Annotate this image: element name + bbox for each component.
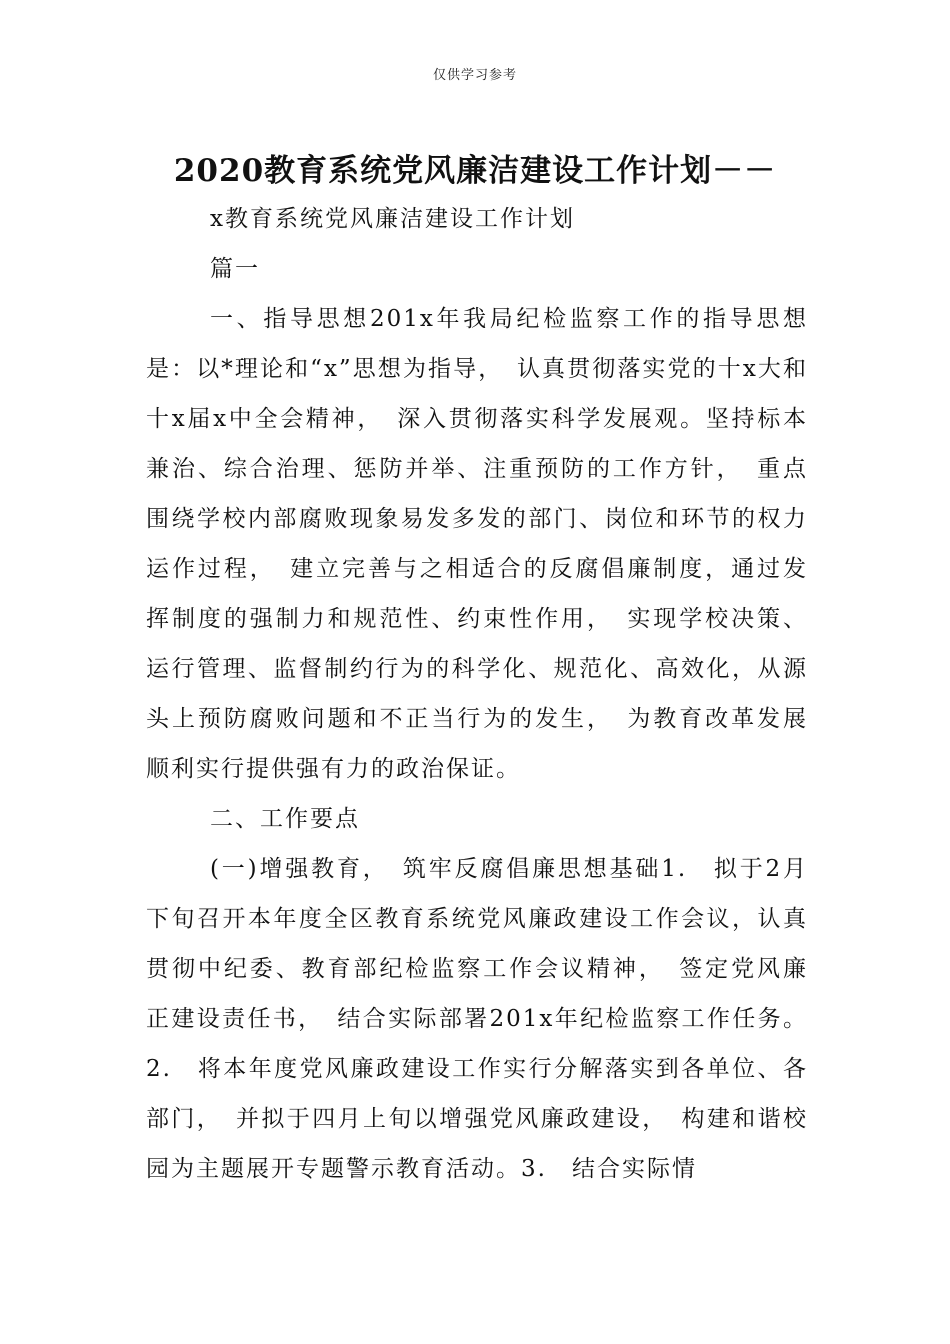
document-body [146, 194, 808, 1194]
paragraph-section-label: 篇一 [210, 256, 260, 282]
header-note: 仅供学习参考 [432, 68, 517, 83]
paragraph-strengthen-education: (一)增强教育， 筑牢反腐倡廉思想基础1. 拟于2月下旬召开本年度全区教育系统党风廉政建设工作会议，认真贯彻中纪委、教育部纪检监察工作会议精神， 签定党风廉正建设责任书， 结合实际部署201x年纪检监察工作任务。2. 将本年度党风廉政建设工作实行分解落实到各单位、各部门， 并拟于四月上旬以增强党风廉政建设， 构建和谐校园为主题展开专题警示教育活动。3. 结合实际情 [146, 856, 808, 1182]
paragraph-guiding-ideology: 一、指导思想201x年我局纪检监察工作的指导思想是：以*理论和“x”思想为指导， 认真贯彻落实党的十x大和十x届x中全会精神， 深入贯彻落实科学发展观。坚持标本兼治、综合治理、惩防并举、注重预防的工作方针， 重点围绕学校内部腐败现象易发多发的部门、岗位和环节的权力运作过程， 建立完善与之相适合的反腐倡廉制度，通过发挥制度的强制力和规范性、约束性作用， 实现学校决策、运行管理、监督制约行为的科学化、规范化、高效化，从源头上预防腐败问题和不正当行为的发生， 为教育改革发展顺利实行提供强有力的政治保证。 [146, 306, 808, 782]
document-title: 2020教育系统党风廉洁建设工作计划－－ [173, 152, 777, 189]
paragraph-work-points-heading: 二、工作要点 [210, 806, 360, 832]
paragraph-subtitle: x教育系统党风廉洁建设工作计划 [210, 206, 575, 232]
